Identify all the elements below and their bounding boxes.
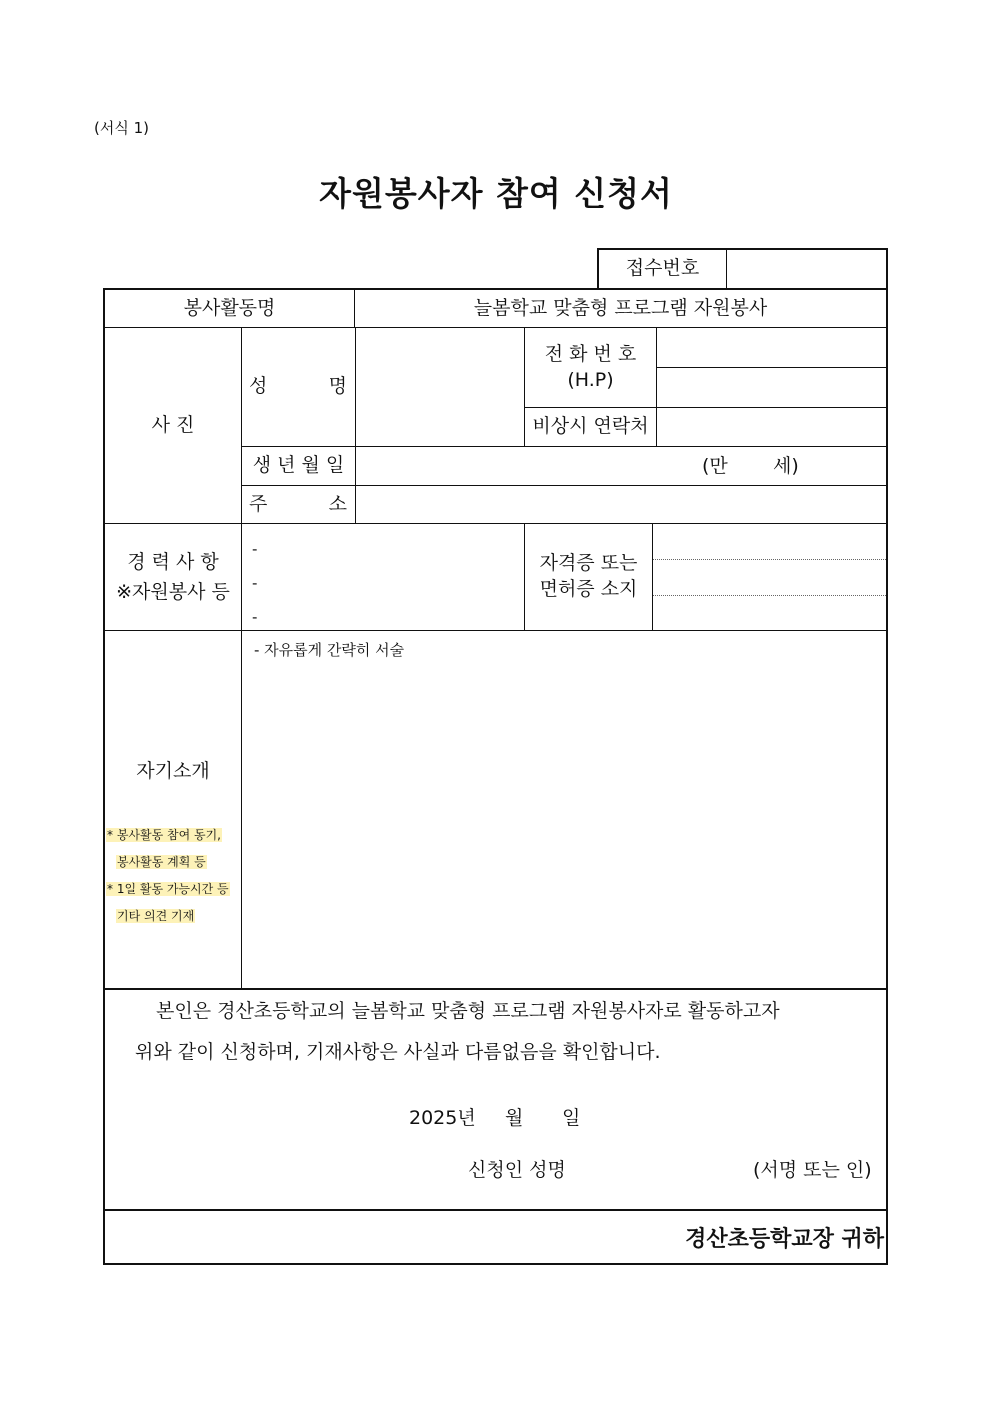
declaration-line-1: 본인은 경산초등학교의 늘봄학교 맞춤형 프로그램 자원봉사자로 활동하고자 [156, 1000, 780, 1022]
career-bullet: - [252, 608, 258, 626]
photo-area[interactable] [105, 328, 241, 523]
signature-seal-label: (서명 또는 인) [753, 1159, 872, 1181]
declaration-line-2: 위와 같이 신청하며, 기재사항은 사실과 다름없음을 확인합니다. [135, 1041, 661, 1063]
age-close: 세) [773, 455, 799, 477]
emergency-contact-label: 비상시 연락처 [532, 415, 649, 438]
photo-label: 사 진 [151, 413, 195, 436]
receipt-number-field[interactable] [727, 250, 886, 288]
intro-placeholder: - 자유롭게 간략히 서술 [254, 641, 405, 659]
address-label: 주 소 [249, 492, 347, 515]
license-label: 자격증 또는 면허증 소지 [539, 552, 638, 600]
name-field[interactable] [356, 328, 524, 446]
form-number: (서식 1) [94, 119, 149, 137]
intro-field[interactable] [242, 631, 886, 988]
career-label: 경 력 사 항 ※자원봉사 등 [116, 550, 230, 603]
signer-name-field[interactable] [580, 1150, 740, 1182]
date-day: 일 [562, 1107, 581, 1129]
date-month: 월 [505, 1107, 524, 1129]
age-open: (만 [702, 455, 728, 477]
intro-notes: * 봉사활동 참여 동기, 봉사활동 계획 등 * 1일 활동 가능시간 등 기타 의견 기재 [107, 828, 229, 923]
activity-name-label: 봉사활동명 [183, 296, 276, 319]
phone-field-2[interactable] [657, 368, 886, 407]
receipt-number-label: 접수번호 [625, 257, 700, 280]
intro-label: 자기소개 [136, 760, 210, 783]
birth-date-field[interactable] [356, 447, 886, 485]
page-title: 자원봉사자 참여 신청서 [319, 174, 673, 213]
license-field[interactable] [653, 524, 886, 630]
phone-label: 전 화 번 호 (H.P) [544, 342, 637, 391]
name-label: 성 명 [249, 375, 347, 398]
date-year: 2025년 [409, 1107, 476, 1129]
birth-date-label: 생 년 월 일 [252, 454, 345, 477]
phone-field-1[interactable] [657, 328, 886, 367]
emergency-contact-field[interactable] [657, 408, 886, 446]
activity-name-value: 늘봄학교 맞춤형 프로그램 자원봉사 [473, 296, 768, 319]
career-bullet: - [252, 574, 258, 592]
address-field[interactable] [356, 486, 886, 523]
career-field[interactable] [252, 532, 257, 634]
recipient: 경산초등학교장 귀하 [685, 1227, 884, 1252]
signer-name-label: 신청인 성명 [468, 1159, 566, 1181]
career-bullet: - [252, 540, 258, 558]
